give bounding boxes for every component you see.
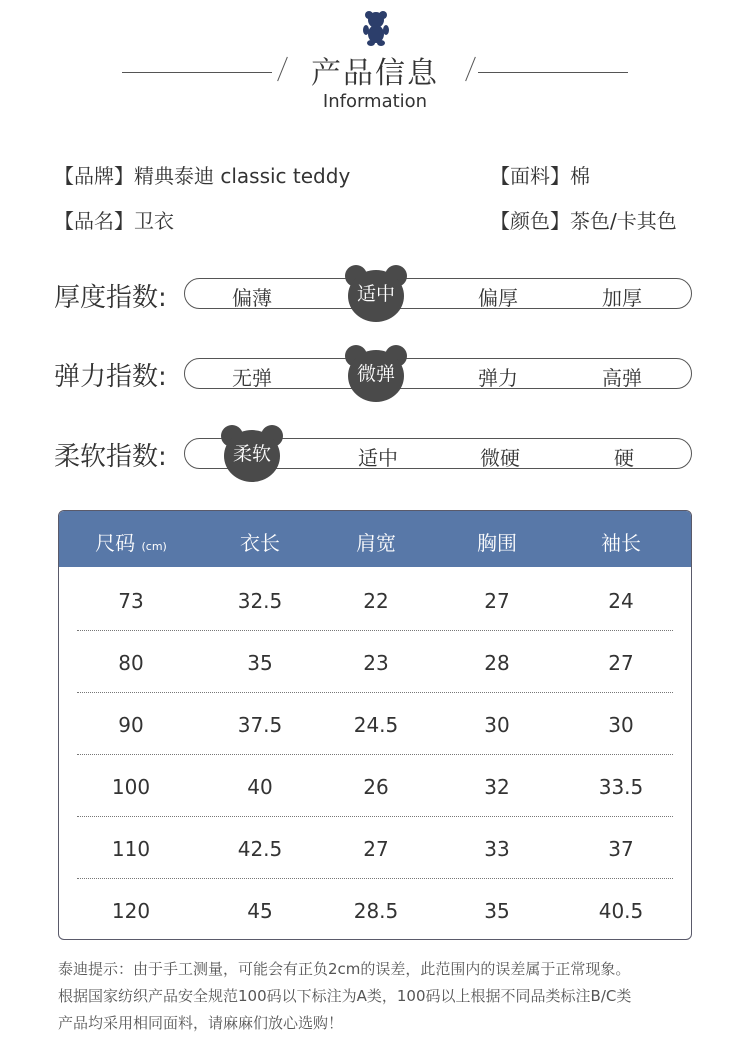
- page-subtitle: Information: [322, 91, 428, 112]
- teddy-bear-logo-icon: [361, 10, 391, 46]
- elasticity-selected-badge: [344, 344, 408, 404]
- table-cell: 28: [484, 651, 510, 675]
- table-cell: 28.5: [353, 899, 399, 923]
- table-cell: 26: [363, 775, 389, 799]
- table-cell: 32: [484, 775, 510, 799]
- info-fabric: 【面料】棉: [490, 164, 590, 188]
- table-header-cell: 胸围: [477, 531, 517, 555]
- table-cell: 24: [608, 589, 634, 613]
- thickness-selected-badge: [344, 264, 408, 324]
- softness-option: 硬: [614, 446, 634, 470]
- table-cell: 35: [484, 899, 510, 923]
- table-cell: 37.5: [237, 713, 283, 737]
- table-cell: 27: [608, 651, 634, 675]
- table-cell: 45: [247, 899, 273, 923]
- table-row: [59, 631, 691, 693]
- thickness-index-label: 厚度指数:: [54, 283, 167, 313]
- note-line: 根据国家纺织产品安全规范100码以下标注为A类，100码以上根据不同品类标注B/C类: [58, 987, 632, 1005]
- thickness-option: 偏薄: [232, 286, 272, 310]
- thickness-option: 偏厚: [478, 286, 518, 310]
- table-row: [59, 879, 691, 940]
- table-cell: 24.5: [353, 713, 399, 737]
- table-cell: 73: [118, 589, 144, 613]
- table-cell: 23: [363, 651, 389, 675]
- note-line: 产品均采用相同面料，请麻麻们放心选购！: [58, 1014, 344, 1032]
- table-row: [59, 817, 691, 879]
- table-cell: 32.5: [237, 589, 283, 613]
- table-cell: 42.5: [237, 837, 283, 861]
- table-cell: 33: [484, 837, 510, 861]
- table-cell: 120: [111, 899, 151, 923]
- table-cell: 90: [118, 713, 144, 737]
- table-row: [59, 569, 691, 631]
- softness-index-label: 柔软指数:: [54, 442, 167, 472]
- table-cell: 80: [118, 651, 144, 675]
- table-header-cell: 尺码 (cm): [95, 531, 167, 555]
- elasticity-selected-label: 微弹: [356, 363, 395, 385]
- info-product-name: 【品名】卫衣: [54, 209, 174, 233]
- softness-selected-label: 柔软: [232, 443, 271, 465]
- table-cell: 33.5: [598, 775, 644, 799]
- table-header-cell: 衣长: [240, 531, 280, 555]
- table-cell: 110: [111, 837, 151, 861]
- table-cell: 30: [484, 713, 510, 737]
- elasticity-option: 无弹: [232, 366, 272, 390]
- unit-label: (cm): [141, 540, 167, 553]
- elasticity-option: 高弹: [602, 366, 642, 390]
- table-cell: 30: [608, 713, 634, 737]
- table-cell: 22: [363, 589, 389, 613]
- elasticity-option: 弹力: [478, 366, 518, 390]
- table-header-cell: 肩宽: [356, 531, 396, 555]
- note-line: 泰迪提示：由于手工测量，可能会有正负2cm的误差，此范围内的误差属于正常现象。: [58, 960, 631, 978]
- elasticity-index-label: 弹力指数:: [54, 362, 167, 392]
- table-cell: 100: [111, 775, 151, 799]
- size-table: [58, 510, 692, 940]
- table-cell: 40: [247, 775, 273, 799]
- table-header: [59, 511, 691, 567]
- softness-option: 微硬: [480, 446, 520, 470]
- table-row: [59, 755, 691, 817]
- info-brand: 【品牌】精典泰迪 classic teddy: [54, 164, 351, 188]
- page-title: 产品信息: [311, 56, 439, 91]
- table-row: [59, 693, 691, 755]
- table-header-cell: 袖长: [601, 531, 641, 555]
- table-cell: 35: [247, 651, 273, 675]
- info-color: 【颜色】茶色/卡其色: [490, 209, 677, 233]
- table-cell: 40.5: [598, 899, 644, 923]
- table-cell: 37: [608, 837, 634, 861]
- softness-option: 适中: [358, 446, 398, 470]
- table-cell: 27: [484, 589, 510, 613]
- softness-selected-badge: [220, 424, 284, 484]
- table-cell: 27: [363, 837, 389, 861]
- thickness-option: 加厚: [602, 286, 642, 310]
- thickness-selected-label: 适中: [356, 283, 395, 305]
